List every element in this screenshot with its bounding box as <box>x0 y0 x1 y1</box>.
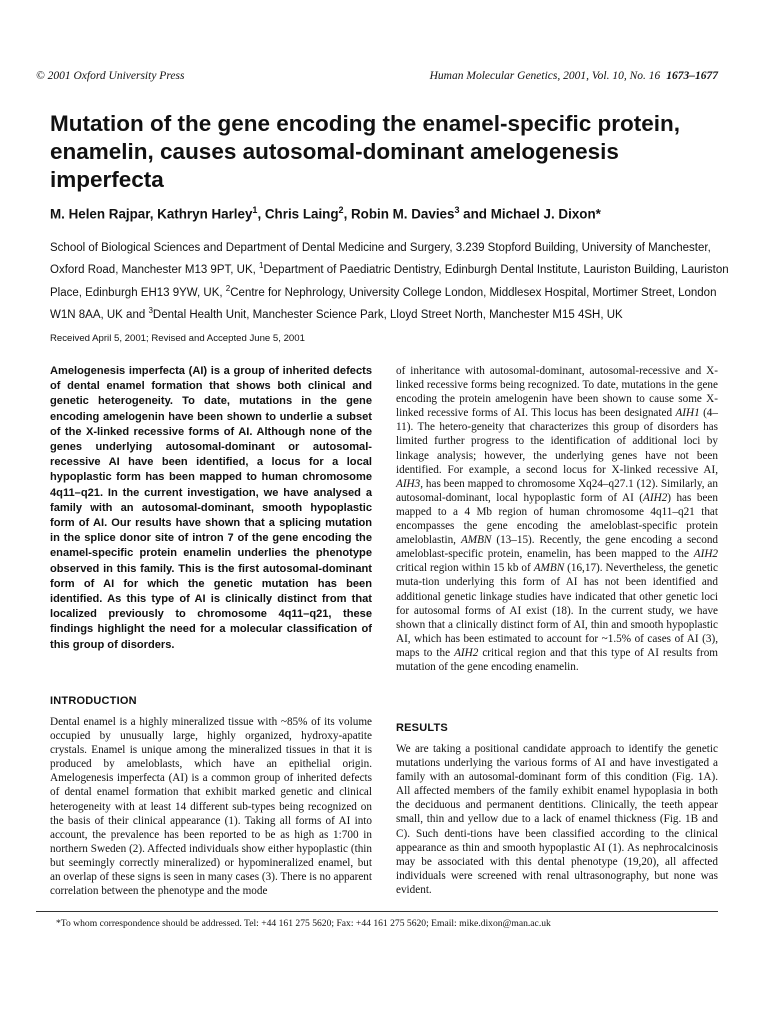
introduction-heading: INTRODUCTION <box>50 695 137 707</box>
correspondence-footnote: *To whom correspondence should be addressed. Tel: +44 161 275 5620; Fax: +44 161 275 5620; Email: mike.dixon@man.ac.uk <box>56 918 551 929</box>
journal-name: Human Molecular Genetics, 2001, Vol. 10, No. 16 <box>429 70 661 82</box>
received-dates: Received April 5, 2001; Revised and Accepted June 5, 2001 <box>50 333 305 344</box>
results-text: We are taking a positional candidate approach to identify the genetic mutations underlying the various forms of AI and have investigated a family with an autosomal-dominant form of this condition (Fig. 1A). All affected members of the family exhibit enamel hypoplasia in both the deciduous and permanent dentitions. Clinically, the teeth appear small, thin and yellow due to a lack of enamel thickness (Fig. 1B and C). Such denti-tions have been classified according to the clinical appearance as thin and smooth hypoplastic AI (1). As nephrocalcinosis may be associated with this dental phenotype (19,20), all affected individuals were screened with renal ultrasonography, but none was evident. <box>396 743 718 896</box>
article-title: Mutation of the gene encoding the enamel-specific protein, enamelin, causes autosomal-dominant amelogenesis imperfecta <box>50 111 681 192</box>
introduction-text: Dental enamel is a highly mineralized tissue with ~85% of its volume occupied by unusually large, highly organized, hydroxy-apatite crystals. Enamel is unique among the mineralized tissues in that it is produced by ameloblasts, which have an epithelial origin. Amelogenesis imperfecta (AI) is a common group of inherited defects of dental enamel formation that exhibit marked genetic and clinical heterogeneity with at least 14 different sub-types being recognized on the basis of their clinical appearance (1). Taking all forms of AI into account, the prevalence has been reported to be as high as 1:700 in northern Sweden (2). Affected individuals show either hypoplastic (thin but seemingly correctly mineralized) or hypomineralized enamel, but an overlap of these signs is seen in many cases (3). There is no apparent correlation between the phenotype and the mode <box>50 716 372 898</box>
introduction-continued-text: of inheritance with autosomal-dominant, autosomal-recessive and X-linked recessive forms being recognized. To date, mutations in the gene encoding the protein amelogenin have been shown to cause some X-linked recessive forms of AI. This locus has been designated AIH1 (4–11). The hetero-geneity that characterizes this group of disorders has limited further progress to the identification of additional loci by linkage analysis; however, the underlying genes have not been identified. For example, a second locus for X-linked recessive AI, AIH3, has been mapped to chromosome Xq24–q27.1 (12). Similarly, an autosomal-dominant, local hypoplastic form of AI (AIH2) has been mapped to a 4 Mb region of human chromosome 4q11–q21 that encompasses the gene encoding the ameloblast-specific protein ameloblastin, AMBN (13–15). Recently, the gene encoding a second ameloblast-specific protein, enamelin, has been mapped to the AIH2 critical region within 15 kb of AMBN (16,17). Nevertheless, the genetic muta-tion underlying this form of AI has not been identified and additional genetic linkage studies have indicated that other genetic loci for autosomal forms of AI exist (18). In the current study, we have shown that a clinically distinct form of AI, thin and smooth hypoplastic AI, which has been estimated to account for ~1.5% of cases of AI (3), maps to the AIH2 critical region and that this type of AI results from mutation of the gene encoding enamelin. <box>396 365 719 673</box>
page-range: 1673–1677 <box>666 70 718 82</box>
abstract: Amelogenesis imperfecta (AI) is a group of inherited defects of dental enamel formation that shows both clinical and genetic heterogeneity. To date, mutations in the gene encoding amelogenin have been shown to underlie a subset of the X-linked recessive forms of AI. Although none of the genes underlying autosomal-dominant or autosomal-recessive AI have been identified, a locus for a local hypoplastic form has been mapped to human chromosome 4q11–q21. In the current investigation, we have analysed a family with an autosomal-dominant, smooth hypoplastic form of AI. Our results have shown that a splicing mutation in the splice donor site of intron 7 of the gene encoding the enamel-specific protein enamelin underlies the phenotype observed in this family. This is the first autosomal-dominant form of AI for which the genetic mutation has been identified. As this type of AI is clinically distinct from that localized previously to chromosome 4q11–q21, these findings highlight the need for a molecular classification of this group of disorders. <box>50 365 372 651</box>
affiliations: School of Biological Sciences and Department of Dental Medicine and Surgery, 3.239 Stopford Building, University of Manchester, Oxford Road, Manchester M13 9PT, UK, $^1$Department of Paediatric Dentistry, Edinburgh Dental Institute, Lauriston Building, Lauriston Place, Edinburgh EH13 9YW, UK, $^2$Centre for Nephrology, University College London, Middlesex Hospital, Mortimer Street, London W1N 8AA, UK and $^3$Dental Health Unit, Manchester Science Park, Lloyd Street North, Manchester M15 4SH, UK <box>50 242 729 321</box>
results-heading: RESULTS <box>396 722 448 734</box>
journal-citation <box>430 70 718 82</box>
footnote-divider <box>36 911 718 912</box>
author-list: M. Helen Rajpar, Kathryn Harley$^1$, Chris Laing$^2$, Robin M. Davies$^3$ and Michael J. Dixon* <box>50 205 601 222</box>
copyright-line: © 2001 Oxford University Press <box>36 70 185 82</box>
